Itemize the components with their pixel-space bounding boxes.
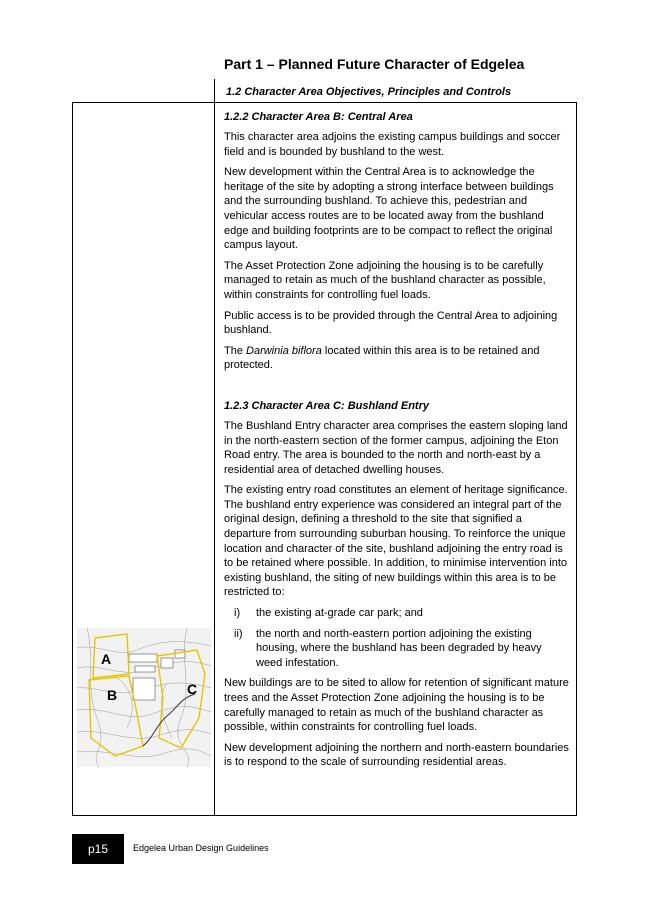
- map-label-a: A: [101, 651, 112, 667]
- section-heading: 1.2 Character Area Objectives, Principles and Controls: [226, 86, 512, 98]
- area-b-heading: 1.2.2 Character Area B: Central Area: [224, 111, 413, 123]
- main-text: [224, 110, 570, 776]
- area-b-paragraph-4: Public access is to be provided through the Central Area to adjoining bushland.: [224, 309, 558, 337]
- map-label-c: C: [187, 681, 198, 697]
- page-title: Part 1 – Planned Future Character of Edgelea: [224, 56, 525, 72]
- column-rule-top: [214, 79, 215, 103]
- area-b-paragraph-5: [224, 344, 570, 373]
- area-c-heading: 1.2.3 Character Area C: Bushland Entry: [224, 399, 429, 412]
- area-b-paragraph-2: New development within the Central Area is to acknowledge the heritage of the site by adopting a strong interface between buildings and the surrounding bushland. To achieve this, pedestrian and vehicular access routes are to be located away from the bushland edge and building footprints are to be compact to reflect the original campus layout.: [224, 166, 554, 252]
- area-b-p5-text: The: [224, 344, 247, 357]
- list-text: the existing at-grade car park; and: [256, 607, 423, 620]
- list-item: [224, 627, 570, 671]
- area-b-p5-text-end: located within this area is to be retained and protected.: [224, 344, 540, 372]
- map-label-b: B: [107, 687, 118, 703]
- area-b-paragraph-1: This character area adjoins the existing campus buildings and soccer field and is bounded by bushland to the west.: [224, 131, 561, 158]
- area-c-paragraph-3: New buildings are to be sited to allow for retention of significant mature trees and the Asset Protection Zone adjoining the housing is to be carefully managed to retain as much of the bushland character as possible, within constraints for controlling fuel loads.: [224, 677, 569, 734]
- list-number: ii): [234, 627, 243, 640]
- page-number: p15: [72, 834, 124, 864]
- list-number: i): [234, 607, 241, 620]
- list-item: [224, 606, 570, 621]
- column-divider: [214, 102, 215, 816]
- list-text: the north and north-eastern portion adjoining the existing housing, where the bushland has been degraded by heavy weed infestation.: [256, 627, 542, 669]
- site-map: [77, 628, 211, 767]
- footer-title: Edgelea Urban Design Guidelines: [133, 843, 269, 853]
- site-map-figure: [77, 628, 211, 767]
- area-b-paragraph-3: The Asset Protection Zone adjoining the housing is to be carefully managed to retain as much of the bushland character as possible, within constraints for controlling fuel loads.: [224, 259, 546, 301]
- species-name: Darwinia biflora: [246, 344, 322, 357]
- area-c-paragraph-2: The existing entry road constitutes an element of heritage significance. The bushland entry experience was considered an integral part of the original design, defining a threshold to the site that signified a departure from surrounding suburban housing. To reinforce the unique location and character of the site, bushland adjoining the entry road is to be retained where possible. In addition, to minimise intervention into existing bushland, the siting of new buildings within this area is to be restricted to:: [224, 484, 568, 599]
- area-c-paragraph-4: New development adjoining the northern and north-eastern boundaries is to respond to the scale of surrounding residential areas.: [224, 741, 569, 769]
- area-c-paragraph-1: The Bushland Entry character area comprises the eastern sloping land in the north-eastern section of the former campus, adjoining the Eton Road entry. The area is bounded to the north and north-east by a residential area of detached dwelling houses.: [224, 419, 568, 476]
